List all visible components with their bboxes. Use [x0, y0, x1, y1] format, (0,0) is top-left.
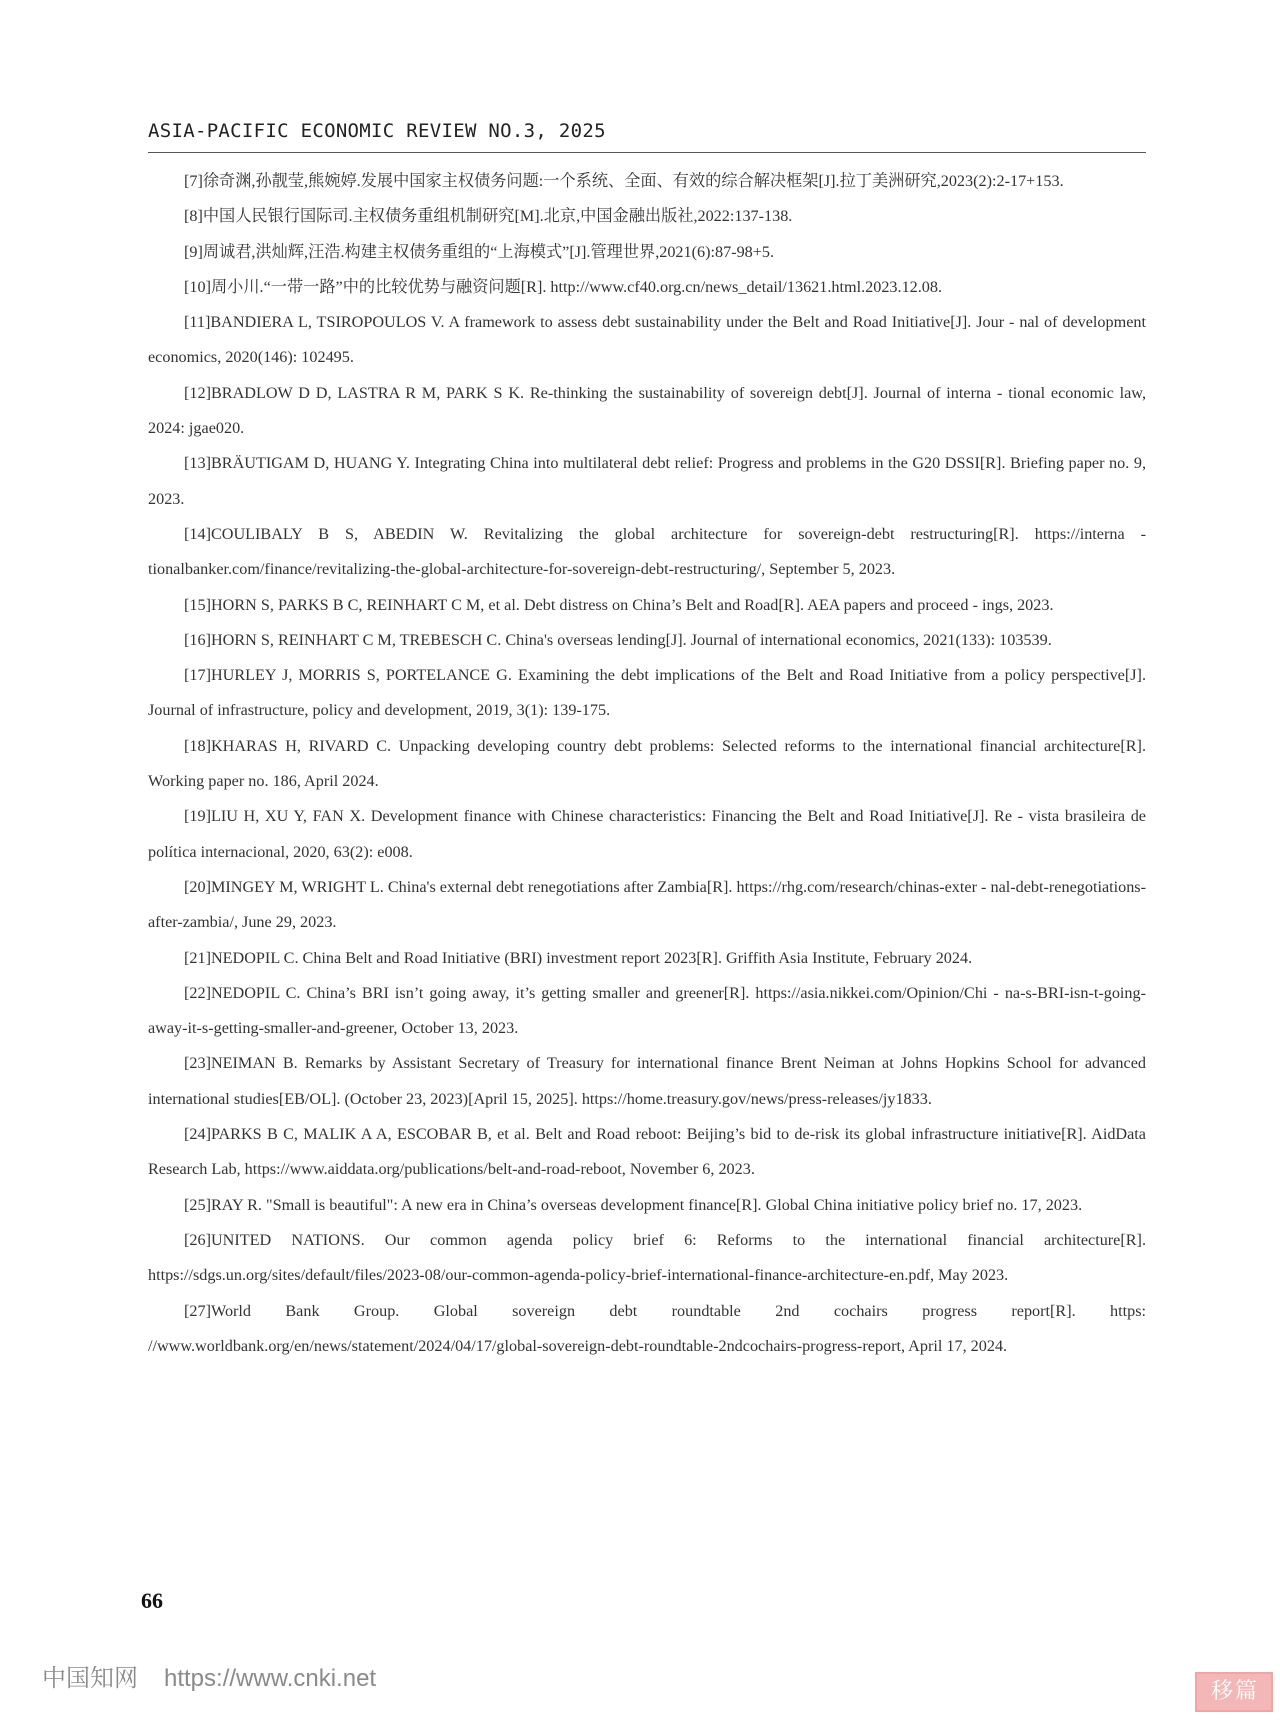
reference-item: [27]World Bank Group. Global sovereign debt roundtable 2nd cochairs progress report[R]. https: //www.worldbank.org/en/news/statement/2024/04/17/global-sovereign-debt-roundtable-2ndcochairs-progress-report, April 17, 2024.: [148, 1301, 1146, 1355]
reference-item: [20]MINGEY M, WRIGHT L. China's external debt renegotiations after Zambia[R]. https://rhg.com/research/chinas-exter - nal-debt-renegotiations-after-zambia/, June 29, 2023.: [148, 877, 1146, 932]
seal-glyph: 篇: [1235, 1679, 1258, 1704]
reference-item: [14]COULIBALY B S, ABEDIN W. Revitalizing the global architecture for sovereign-debt restructuring[R]. https://interna - tionalbanker.com/finance/revitalizing-the-global-architecture-for-sovereign-debt-restructuring/, September 5, 2023.: [148, 524, 1146, 579]
reference-item: [13]BRÄUTIGAM D, HUANG Y. Integrating China into multilateral debt relief: Progress and problems in the G20 DSSI[R]. Briefing paper no. 9, 2023.: [148, 454, 1146, 508]
page-number: 66: [141, 1588, 163, 1613]
reference-item: [18]KHARAS H, RIVARD C. Unpacking developing country debt problems: Selected reforms to the international financial architecture[R]. Working paper no. 186, April 2024.: [148, 736, 1146, 791]
seal-glyph: 移: [1210, 1679, 1233, 1704]
reference-item: [22]NEDOPIL C. China’s BRI isn’t going away, it’s getting smaller and greener[R]. https://asia.nikkei.com/Opinion/Chi - na-s-BRI-isn-t-going-away-it-s-getting-smaller-and-greener, October 13, 2023.: [148, 983, 1146, 1038]
reference-item: [26]UNITED NATIONS. Our common agenda policy brief 6: Reforms to the international financial architecture[R]. https://sdgs.un.org/sites/default/files/2023-08/our-common-agenda-policy-brief-international-finance-architecture-en.pdf, May 2023.: [148, 1230, 1146, 1285]
watermark-url: https://www.cnki.net: [164, 1665, 377, 1692]
reference-item: [11]BANDIERA L, TSIROPOULOS V. A framework to assess debt sustainability under the Belt and Road Initiative[J]. Jour - nal of development economics, 2020(146): 102495.: [148, 313, 1146, 367]
reference-item: [16]HORN S, REINHART C M, TREBESCH C. China's overseas lending[J]. Journal of international economics, 2021(133): 103539.: [184, 630, 1052, 649]
cnki-watermark: [42, 1658, 376, 1693]
reference-item: [17]HURLEY J, MORRIS S, PORTELANCE G. Examining the debt implications of the Belt and Road Initiative from a policy perspective[J]. Journal of infrastructure, policy and development, 2019, 3(1): 139-175.: [148, 666, 1146, 720]
reference-item: [8]中国人民银行国际司.主权债务重组机制研究[M].北京,中国金融出版社,2022:137-138.: [184, 207, 793, 226]
reference-item: [10]周小川.“一带一路”中的比较优势与融资问题[R]. http://www.cf40.org.cn/news_detail/13621.html.2023.12.08.: [184, 277, 943, 296]
reference-item: [7]徐奇渊,孙靓莹,熊婉婷.发展中国家主权债务问题:一个系统、全面、有效的综合解决框架[J].拉丁美洲研究,2023(2):2-17+153.: [184, 172, 1064, 190]
reference-item: [25]RAY R. "Small is beautiful": A new era in China’s overseas development finance[R]. Global China initiative policy brief no. 17, 2023.: [184, 1195, 1083, 1214]
reference-item: [9]周诚君,洪灿辉,汪浩.构建主权债务重组的“上海模式”[J].管理世界,2021(6):87-98+5.: [184, 242, 775, 261]
reference-item: [24]PARKS B C, MALIK A A, ESCOBAR B, et al. Belt and Road reboot: Beijing’s bid to de-risk its global infrastructure initiative[R]. AidData Research Lab, https://www.aiddata.org/publications/belt-and-road-reboot, November 6, 2023.: [148, 1125, 1146, 1179]
reference-item: [19]LIU H, XU Y, FAN X. Development finance with Chinese characteristics: Financing the Belt and Road Initiative[J]. Re - vista brasileira de política internacional, 2020, 63(2): e008.: [148, 807, 1146, 861]
reference-list: [148, 164, 1146, 1364]
reference-item: [12]BRADLOW D D, LASTRA R M, PARK S K. Re-thinking the sustainability of sovereign debt[J]. Journal of interna - tional economic law, 2024: jgae020.: [148, 383, 1146, 438]
reference-item: [15]HORN S, PARKS B C, REINHART C M, et al. Debt distress on China’s Belt and Road[R]. AEA papers and proceed - ings, 2023.: [184, 595, 1054, 614]
journal-header-title: ASIA-PACIFIC ECONOMIC REVIEW NO.3, 2025: [148, 120, 606, 142]
watermark-site-name: 中国知网: [42, 1665, 138, 1692]
seal-stamp-icon: [1195, 1672, 1273, 1712]
header-divider: [148, 152, 1146, 153]
reference-item: [21]NEDOPIL C. China Belt and Road Initiative (BRI) investment report 2023[R]. Griffith Asia Institute, February 2024.: [184, 948, 973, 967]
reference-item: [23]NEIMAN B. Remarks by Assistant Secretary of Treasury for international finance Brent Neiman at Johns Hopkins School for advanced international studies[EB/OL]. (October 23, 2023)[April 15, 2025]. https://home.treasury.gov/news/press-releases/jy1833.: [148, 1054, 1146, 1108]
